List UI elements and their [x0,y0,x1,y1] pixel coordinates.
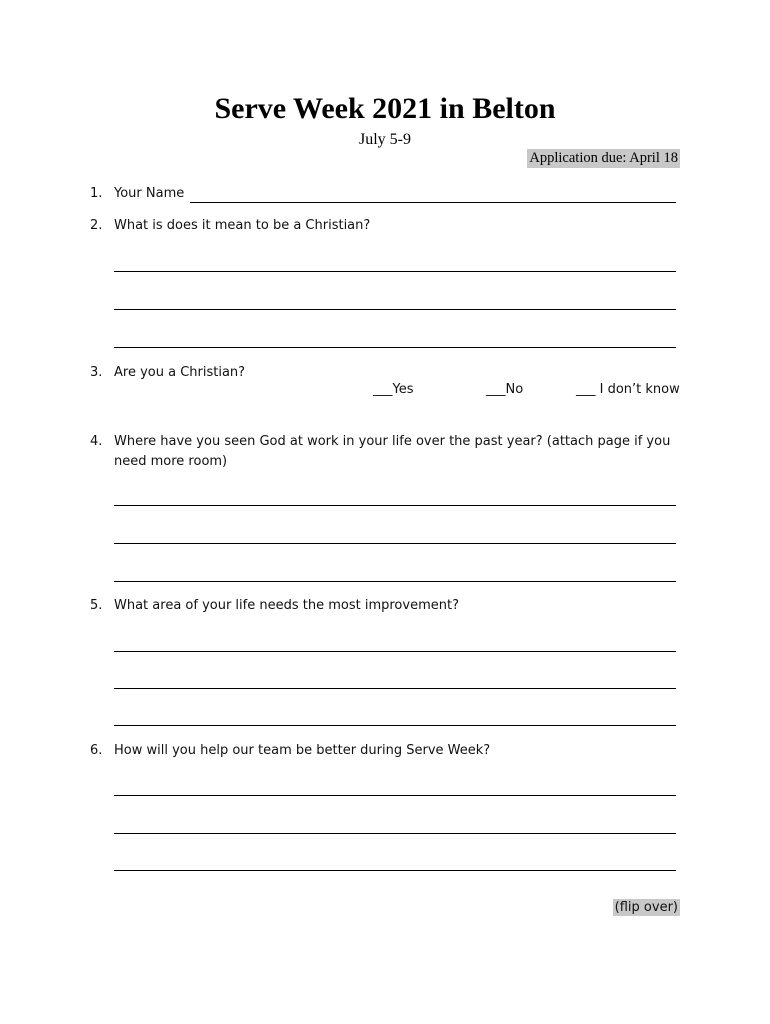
option-yes[interactable]: ___Yes [373,382,414,397]
option-dont-know[interactable]: ___ I don’t know [576,382,680,397]
answer-line[interactable] [114,505,676,506]
answer-line[interactable] [114,870,676,871]
flip-over-note: (flip over) [614,900,678,915]
answer-line[interactable] [114,833,676,834]
answer-line[interactable] [114,688,676,689]
answer-line[interactable] [114,347,676,348]
event-dates: July 5-9 [359,131,411,148]
option-no[interactable]: ___No [486,382,524,397]
question-4-label: Where have you seen God at work in your life over the past year? (attach page if you need more room) [114,434,671,469]
name-answer-line[interactable] [190,202,676,203]
question-5-number: 5. [90,598,103,613]
answer-line[interactable] [114,271,676,272]
answer-line[interactable] [114,725,676,726]
question-2-label: What is does it mean to be a Christian? [114,218,371,233]
question-5-label: What area of your life needs the most improvement? [114,598,459,613]
question-2-number: 2. [90,218,103,233]
application-due-badge: Application due: April 18 [529,150,678,166]
answer-line[interactable] [114,795,676,796]
question-1-number: 1. [90,186,103,201]
question-3-label: Are you a Christian? [114,365,246,380]
answer-line[interactable] [114,651,676,652]
answer-line[interactable] [114,309,676,310]
answer-line[interactable] [114,543,676,544]
answer-line[interactable] [114,581,676,582]
question-6-label: How will you help our team be better during Serve Week? [114,743,491,758]
question-6-number: 6. [90,743,103,758]
question-4-number: 4. [90,434,103,449]
question-3-number: 3. [90,365,103,380]
page-title: Serve Week 2021 in Belton [214,92,556,125]
question-1-label: Your Name [114,186,185,201]
